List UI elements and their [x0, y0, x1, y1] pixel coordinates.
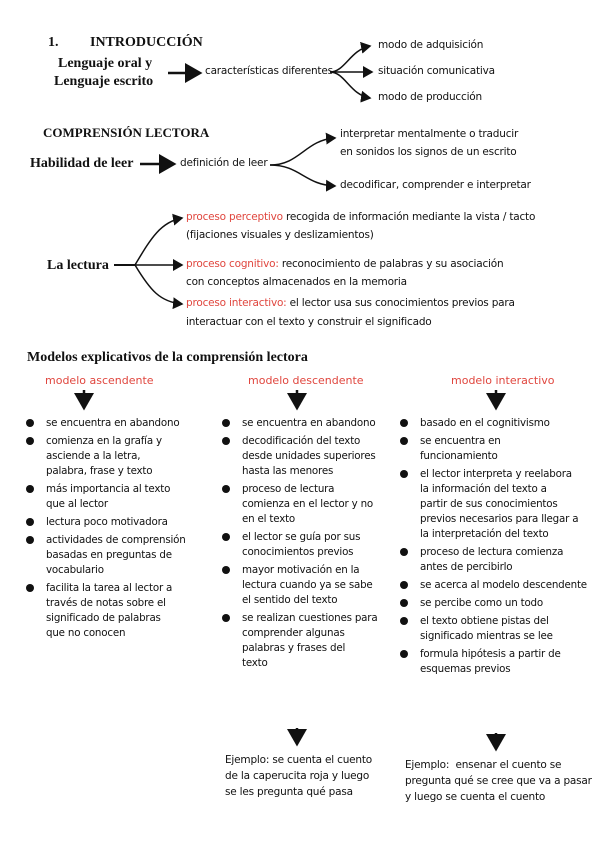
list-item-text: el lector interpreta y reelabora la información del texto a partir de sus conocimientos previos necesarios para llegar a la interpretación del texto [420, 468, 579, 540]
language-label-line1: Lenguaje oral y [58, 56, 153, 71]
bullet-icon [26, 584, 34, 592]
comprension-left: Habilidad de leer [30, 156, 134, 171]
list-item-text: facilita la tarea al lector a través de notas sobre el significado de palabras que no conocen [46, 582, 173, 639]
comprension-title: COMPRENSIÓN LECTORA [43, 125, 210, 140]
language-label-line2: Lenguaje escrito [54, 74, 154, 89]
intro-title: INTRODUCCIÓN [90, 35, 203, 50]
list-item [222, 563, 402, 608]
list-item [222, 482, 402, 527]
lectura-item-text: el lector usa sus conocimientos previos para [286, 297, 515, 309]
list-item-text: lectura poco motivadora [46, 516, 168, 528]
list-item-text: se encuentra en abandono [242, 417, 376, 429]
lectura-item-1-line2: (fijaciones visuales y deslizamientos) [186, 229, 374, 241]
column-title-ascendente: modelo ascendente [45, 374, 154, 387]
bullet-icon [222, 419, 230, 427]
list-item [26, 416, 206, 431]
list-item-text: se encuentra en abandono [46, 417, 180, 429]
example-descendente: Ejemplo: se cuenta el cuento de la caperucita roja y luego se les pregunta qué pasa [225, 754, 373, 798]
bullet-icon [222, 614, 230, 622]
list-item [400, 434, 595, 464]
list-item-text: actividades de comprensión basadas en preguntas de vocabulario [46, 534, 186, 576]
intro-branch-3: modo de producción [378, 91, 482, 103]
lectura-item-label: proceso interactivo: [186, 297, 287, 309]
list-item-text: mayor motivación en la lectura cuando ya se sabe el sentido del texto [242, 564, 373, 606]
lectura-item-1 [186, 211, 535, 223]
lectura-item-3-line2: interactuar con el texto y construir el significado [186, 316, 432, 328]
bullet-icon [400, 581, 408, 589]
list-item-text: basado en el cognitivismo [420, 417, 550, 429]
list-item-text: se percibe como un todo [420, 597, 543, 609]
list-item [26, 515, 206, 530]
list-item-text: decodificación del texto desde unidades superiores hasta las menores [242, 435, 376, 477]
list-item [400, 614, 595, 644]
bullet-icon [26, 536, 34, 544]
list-item [222, 530, 402, 560]
list-item [222, 434, 402, 479]
bullet-icon [400, 437, 408, 445]
intro-branch-2: situación comunicativa [378, 65, 495, 77]
lectura-item-3 [186, 297, 515, 309]
bullet-icon [26, 518, 34, 526]
lectura-left: La lectura [47, 258, 109, 273]
bullet-icon [26, 485, 34, 493]
list-item [400, 467, 595, 542]
bullet-icon [400, 470, 408, 478]
list-item [26, 482, 206, 512]
bullet-icon [400, 650, 408, 658]
bullet-icon [222, 533, 230, 541]
list-item-text: proceso de lectura comienza antes de percibirlo [420, 546, 564, 573]
list-item-text: comienza en la grafía y asciende a la letra, palabra, frase y texto [46, 435, 162, 477]
bullet-icon [222, 437, 230, 445]
list-item-text: se acerca al modelo descendente [420, 579, 587, 591]
list-item-text: se encuentra en funcionamiento [420, 435, 501, 462]
list-item [400, 416, 595, 431]
comprension-branch1-line2: en sonidos los signos de un escrito [340, 146, 517, 158]
bullet-icon [26, 437, 34, 445]
bullet-icon [400, 419, 408, 427]
list-item-text: formula hipótesis a partir de esquemas previos [420, 648, 561, 675]
column-ascendente [26, 416, 206, 644]
example-interactivo: Ejemplo: ensenar el cuento se pregunta qué se cree que va a pasar y luego se cuenta el cuento [405, 759, 592, 803]
lectura-item-label: proceso cognitivo: [186, 258, 279, 270]
list-item-text: se realizan cuestiones para comprender algunas palabras y frases del texto [242, 612, 378, 669]
modelos-title: Modelos explicativos de la comprensión lectora [27, 350, 308, 365]
list-item-text: el texto obtiene pistas del significado mientras se lee [420, 615, 553, 642]
list-item [222, 611, 402, 671]
list-item-text: proceso de lectura comienza en el lector y no en el texto [242, 483, 373, 525]
lectura-item-2-line2: con conceptos almacenados en la memoria [186, 276, 407, 288]
list-item [26, 533, 206, 578]
bullet-icon [26, 419, 34, 427]
column-title-descendente: modelo descendente [248, 374, 364, 387]
lectura-item-text: recogida de información mediante la vista / tacto [282, 211, 536, 223]
lectura-item-text: reconocimiento de palabras y su asociación [278, 258, 504, 270]
list-item [400, 647, 595, 677]
list-item [400, 596, 595, 611]
section-number: 1. [48, 35, 59, 50]
list-item [400, 545, 595, 575]
comprension-branch2: decodificar, comprender e interpretar [340, 179, 531, 191]
list-item [26, 434, 206, 479]
list-item [26, 581, 206, 641]
column-title-interactivo: modelo interactivo [451, 374, 555, 387]
intro-branch-1: modo de adquisición [378, 39, 484, 51]
comprension-branch1-line1: interpretar mentalmente o traducir [340, 128, 519, 140]
bullet-icon [222, 566, 230, 574]
bullet-icon [400, 599, 408, 607]
list-item-text: más importancia al texto que al lector [46, 483, 171, 510]
list-item-text: el lector se guía por sus conocimientos previos [242, 531, 361, 558]
bullet-icon [400, 617, 408, 625]
column-descendente [222, 416, 402, 674]
intro-middle-text: características diferentes [205, 65, 333, 77]
list-item [222, 416, 402, 431]
lectura-item-label: proceso perceptivo [186, 211, 283, 223]
bullet-icon [400, 548, 408, 556]
comprension-middle: definición de leer [180, 157, 268, 169]
list-item [400, 578, 595, 593]
lectura-item-2 [186, 258, 503, 270]
column-interactivo [400, 416, 595, 680]
bullet-icon [222, 485, 230, 493]
